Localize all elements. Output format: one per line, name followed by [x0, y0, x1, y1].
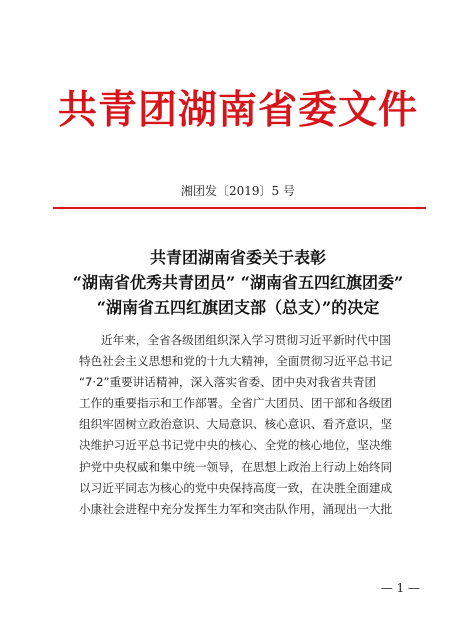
document-number: 湘团发〔2019〕5 号	[181, 184, 295, 198]
body-line: 决维护习近平总书记党中央的核心、全党的核心地位，坚决维	[79, 438, 393, 453]
title-line: “湖南省五四红旗团支部（总支）”的决定	[96, 298, 380, 317]
title-line: “湖南省优秀共青团员” “湖南省五四红旗团委”	[72, 273, 404, 292]
body-paragraph	[79, 330, 419, 520]
body-line: 特色社会主义思想和党的十九大精神，全面贯彻习近平总书记	[79, 354, 393, 369]
page-number: — 1 —	[380, 581, 420, 595]
body-line: “7·2”重要讲话精神，深入落实省委、团中央对我省共青团	[79, 375, 377, 390]
title-line: 共青团湖南省委关于表彰	[149, 248, 326, 267]
red-divider-rule	[53, 207, 426, 209]
body-line: 工作的重要指示和工作部署。全省广大团员、团干部和各级团	[79, 396, 393, 411]
masthead-title: 共青团湖南省委文件	[57, 87, 418, 133]
body-line: 组织牢固树立政治意识、大局意识、核心意识、看齐意识，坚	[79, 417, 393, 432]
body-line: 小康社会进程中充分发挥生力军和突击队作用，涌现出一大批	[79, 501, 393, 516]
body-line: 护党中央权威和集中统一领导，在思想上政治上行动上始终同	[79, 459, 393, 474]
decision-title	[40, 245, 436, 320]
body-line: 近年来，全省各级团组织深入学习贯彻习近平新时代中国	[101, 333, 391, 347]
body-line: 以习近平同志为核心的党中央保持高度一致，在决胜全面建成	[79, 480, 393, 495]
